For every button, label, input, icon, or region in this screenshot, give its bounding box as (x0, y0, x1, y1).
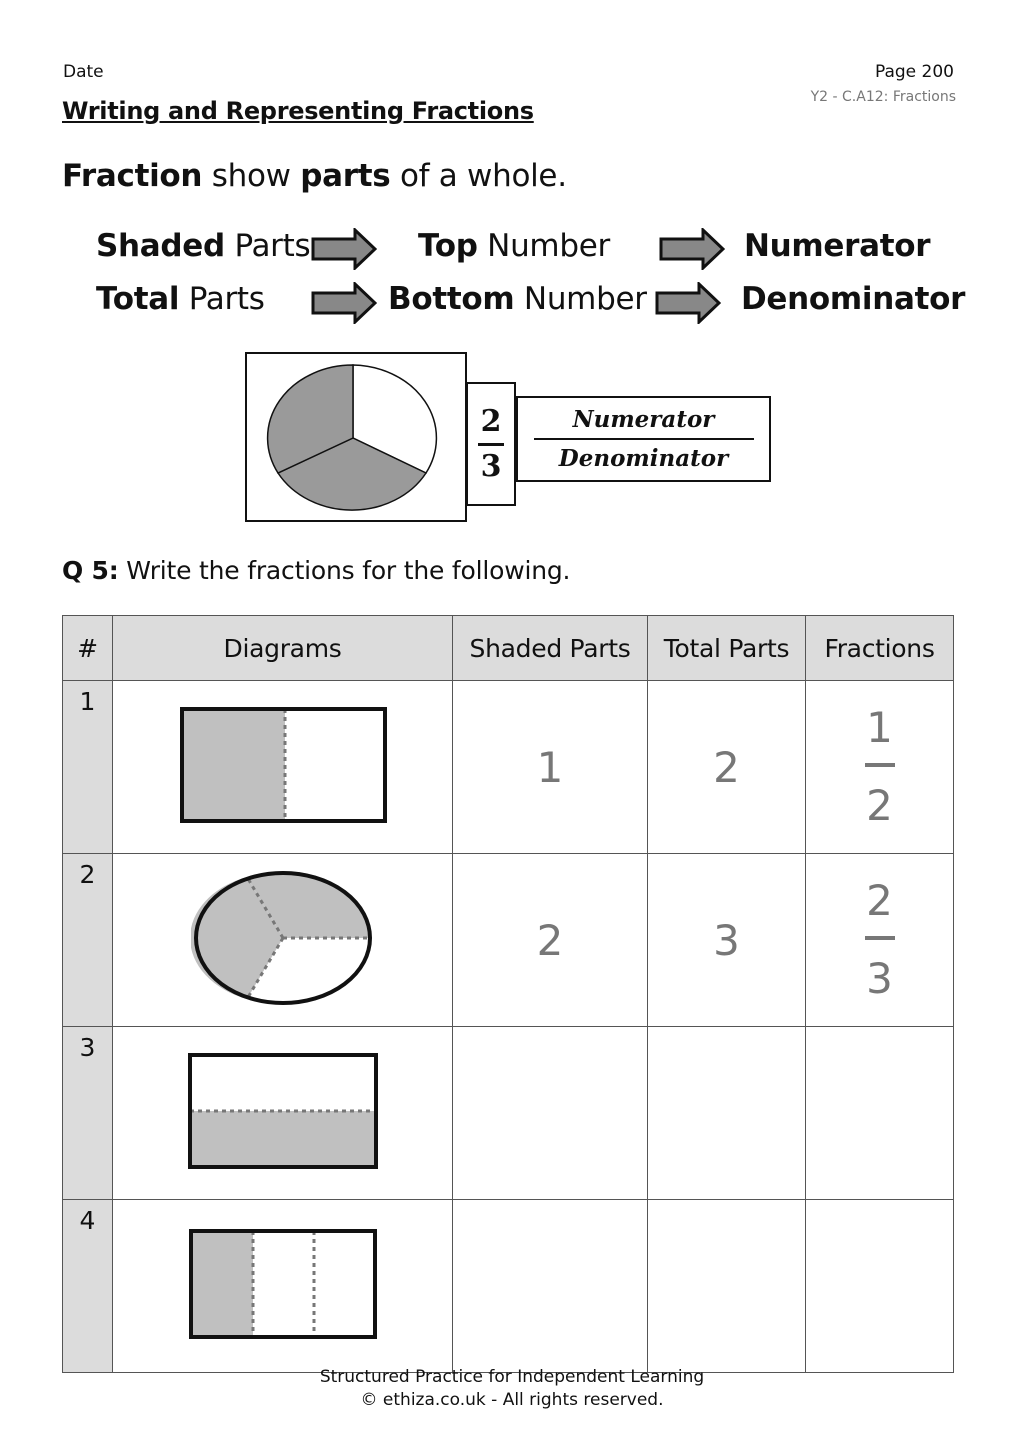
diagram-cell (113, 1200, 453, 1373)
mapping-top-bold: Top (418, 228, 478, 264)
mapping-total-parts (96, 281, 265, 317)
total-parts-answer[interactable] (648, 681, 806, 854)
shaded-parts-value: 2 (536, 915, 564, 965)
table-row (63, 854, 954, 1027)
shaded-parts-answer[interactable] (453, 681, 648, 854)
header-number: # (63, 616, 113, 681)
total-parts-answer[interactable] (648, 854, 806, 1027)
fractions-table (62, 615, 954, 1373)
diagram-cell (113, 1027, 453, 1200)
intro-text-end: of a whole. (390, 158, 567, 194)
fraction-answer[interactable] (806, 1200, 954, 1373)
mapping-shaded-bold: Shaded (96, 228, 225, 264)
table-row (63, 1200, 954, 1373)
mapping-bottom-number (388, 281, 647, 317)
shaded-parts-answer[interactable] (453, 854, 648, 1027)
arrow-right-icon (655, 282, 721, 324)
fraction-value (865, 703, 895, 830)
row-number: 1 (63, 681, 113, 854)
fraction-value (865, 876, 895, 1003)
example-label-denominator: Denominator (558, 445, 729, 472)
fraction-bar (865, 936, 895, 940)
example-denominator: 3 (480, 448, 502, 484)
footer (0, 1366, 1024, 1412)
fraction-answer[interactable] (806, 854, 954, 1027)
fraction-denominator: 3 (866, 954, 893, 1003)
intro-word-fraction: Fraction (62, 158, 203, 194)
mapping-shaded-rest: Parts (224, 228, 311, 264)
fraction-bar (865, 763, 895, 767)
diagram-cell (113, 681, 453, 854)
mapping-top-number (418, 228, 610, 264)
shaded-parts-answer[interactable] (453, 1200, 648, 1373)
total-parts-answer[interactable] (648, 1200, 806, 1373)
diagram-cell (113, 854, 453, 1027)
total-parts-value: 3 (713, 915, 740, 965)
date-label: Date (63, 62, 104, 82)
intro-text: show (202, 158, 301, 194)
mapping-total-bold: Total (96, 281, 180, 317)
mapping-denominator: Denominator (741, 281, 966, 317)
total-parts-answer[interactable] (648, 1027, 806, 1200)
fraction-numerator: 1 (866, 703, 893, 752)
header-shaded-parts: Shaded Parts (453, 616, 648, 681)
fraction-answer[interactable] (806, 1027, 954, 1200)
example-pie-diagram (247, 354, 465, 520)
arrow-right-icon (311, 282, 377, 324)
mapping-bottom-bold: Bottom (388, 281, 515, 317)
intro-word-parts: parts (300, 158, 391, 194)
page-title: Writing and Representing Fractions (62, 97, 534, 125)
mapping-bottom-rest: Number (514, 281, 647, 317)
diagram-rectangle-halves (178, 705, 388, 825)
header-total-parts: Total Parts (648, 616, 806, 681)
footer-copyright: © ethiza.co.uk - All rights reserved. (360, 1390, 664, 1410)
shaded-parts-answer[interactable] (453, 1027, 648, 1200)
example-label-box (516, 396, 771, 482)
mapping-numerator: Numerator (744, 228, 931, 264)
question-prompt (62, 556, 570, 585)
diagram-oval-thirds (191, 870, 375, 1006)
mapping-total-rest: Parts (179, 281, 265, 317)
diagram-rectangle-horizontal-halves (186, 1051, 380, 1171)
table-row (63, 1027, 954, 1200)
row-number: 3 (63, 1027, 113, 1200)
mapping-top-rest: Number (477, 228, 610, 264)
header-diagrams: Diagrams (113, 616, 453, 681)
curriculum-code: Y2 - C.A12: Fractions (810, 89, 956, 105)
example-fraction-box (466, 382, 516, 506)
row-number: 4 (63, 1200, 113, 1373)
header-fractions: Fractions (806, 616, 954, 681)
table-row (63, 681, 954, 854)
example-fraction-bar (478, 443, 504, 446)
example-label-numerator: Numerator (572, 406, 715, 433)
footer-tagline: Structured Practice for Independent Learning (319, 1367, 705, 1387)
fraction-numerator: 2 (866, 876, 893, 925)
fraction-answer[interactable] (806, 681, 954, 854)
question-label: Q 5: (62, 556, 119, 585)
mapping-shaded-parts (96, 228, 310, 264)
example-label-bar (534, 438, 754, 440)
shaded-parts-value: 1 (536, 742, 564, 792)
page-number: Page 200 (874, 62, 954, 82)
table-header-row (63, 616, 954, 681)
example-numerator: 2 (480, 403, 502, 439)
intro-sentence (62, 158, 567, 194)
row-number: 2 (63, 854, 113, 1027)
arrow-right-icon (659, 228, 725, 270)
diagram-rectangle-thirds (187, 1227, 379, 1341)
example-circle-box (245, 352, 467, 522)
question-text: Write the fractions for the following. (118, 556, 571, 585)
total-parts-value: 2 (713, 742, 740, 792)
fraction-denominator: 2 (866, 781, 893, 830)
arrow-right-icon (311, 228, 377, 270)
